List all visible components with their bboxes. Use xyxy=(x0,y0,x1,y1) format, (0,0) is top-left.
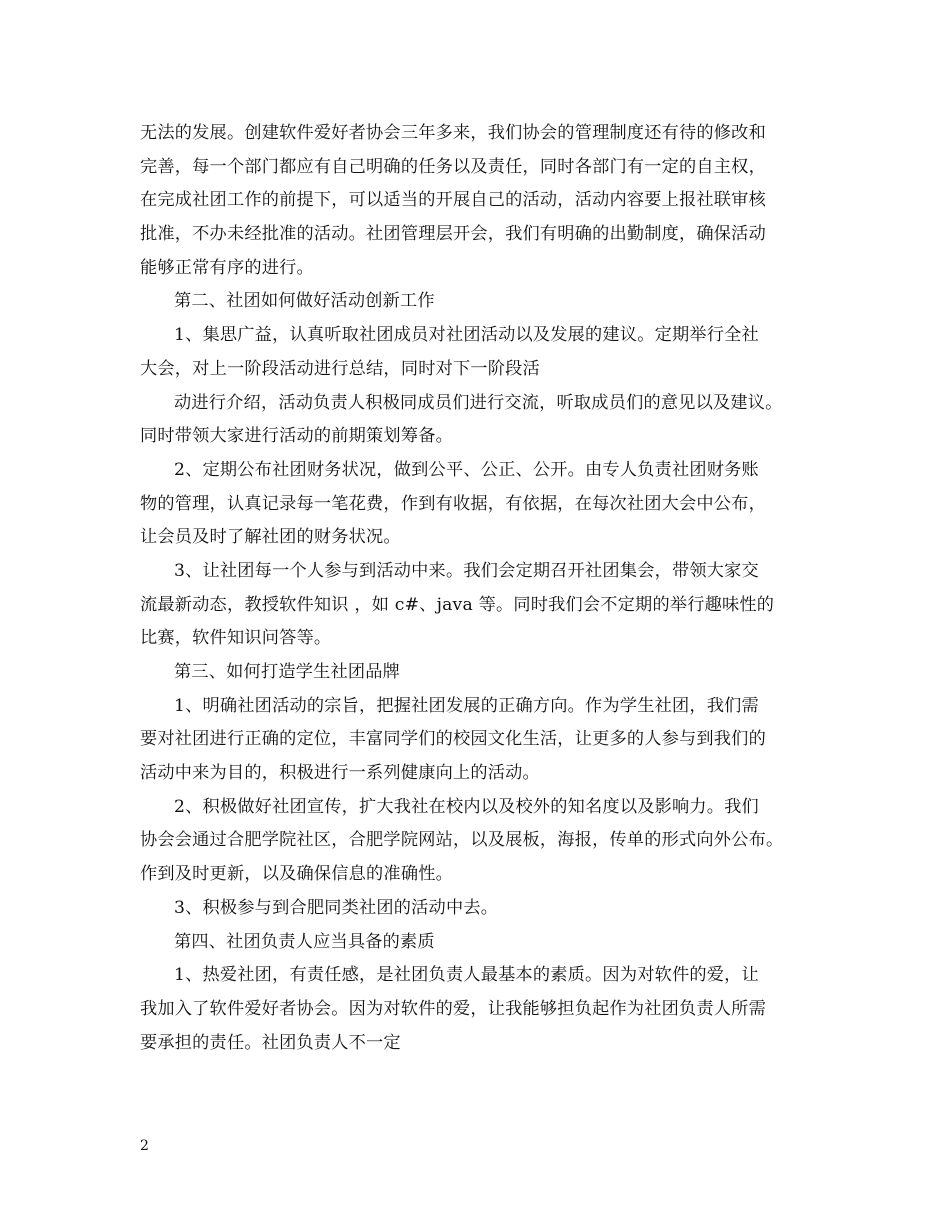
text-line: 1、热爱社团，有责任感，是社团负责人最基本的素质。因为对软件的爱，让 xyxy=(174,965,759,986)
text-line: 动进行介绍，活动负责人积极同成员们进行交流，听取成员们的意见以及建议。 xyxy=(174,392,783,413)
text-line: 第四、社团负责人应当具备的素质 xyxy=(174,931,435,952)
text-line: 要对社团进行正确的定位，丰富同学们的校园文化生活，让更多的人参与到我们的 xyxy=(140,729,766,750)
text-line: 2、积极做好社团宣传，扩大我社在校内以及校外的知名度以及影响力。我们 xyxy=(174,796,759,817)
text-line: 协会会通过合肥学院社区，合肥学院网站，以及展板，海报，传单的形式向外公布。 xyxy=(140,830,784,851)
document-body xyxy=(140,117,820,1060)
text-line: 大会，对上一阶段活动进行总结，同时对下一阶段活 xyxy=(140,358,540,379)
text-line: 同时带领大家进行活动的前期策划筹备。 xyxy=(140,426,453,447)
page-number: 2 xyxy=(140,1138,149,1154)
text-line: 无法的发展。创建软件爱好者协会三年多来，我们协会的管理制度还有待的修改和 xyxy=(140,123,766,143)
text-line: 让会员及时了解社团的财务状况。 xyxy=(140,527,401,548)
text-line: 1、明确社团活动的宗旨，把握社团发展的正确方向。作为学生社团，我们需 xyxy=(174,695,759,716)
text-line: 物的管理，认真记录每一笔花费，作到有收据，有依据，在每次社团大会中公布， xyxy=(140,493,766,514)
text-line: 活动中来为目的，积极进行一系列健康向上的活动。 xyxy=(140,763,540,784)
text-line: 2、定期公布社团财务状况，做到公平、公正、公开。由专人负责社团财务账 xyxy=(174,459,759,480)
text-line: 3、让社团每一个人参与到活动中来。我们会定期召开社团集会，带领大家交 xyxy=(174,560,759,581)
text-line: 批准，不办未经批准的活动。社团管理层开会，我们有明确的出勤制度，确保活动 xyxy=(140,224,766,245)
text-line: 3、积极参与到合肥同类社团的活动中去。 xyxy=(174,897,499,918)
text-line: 要承担的责任。社团负责人不一定 xyxy=(140,1032,401,1053)
text-line: 作到及时更新，以及确保信息的准确性。 xyxy=(140,864,453,885)
text-line: 在完成社团工作的前提下，可以适当的开展自己的活动，活动内容要上报社联审核 xyxy=(140,190,766,211)
text-line: 第三、如何打造学生社团品牌 xyxy=(174,662,401,682)
text-line: 能够正常有序的进行。 xyxy=(140,257,314,278)
text-line: 第二、社团如何做好活动创新工作 xyxy=(174,291,435,312)
text-line: 比赛，软件知识问答等。 xyxy=(140,628,332,649)
text-line: 1、集思广益，认真听取社团成员对社团活动以及发展的建议。定期举行全社 xyxy=(174,325,759,346)
text-line: 我加入了软件爱好者协会。因为对软件的爱，让我能够担负起作为社团负责人所需 xyxy=(140,998,766,1019)
text-line: 完善，每一个部门都应有自己明确的任务以及责任，同时各部门有一定的自主权， xyxy=(140,156,766,177)
text-line: 流最新动态，教授软件知识 ，如 c#、java 等。同时我们会不定期的举行趣味性的 xyxy=(140,594,775,615)
